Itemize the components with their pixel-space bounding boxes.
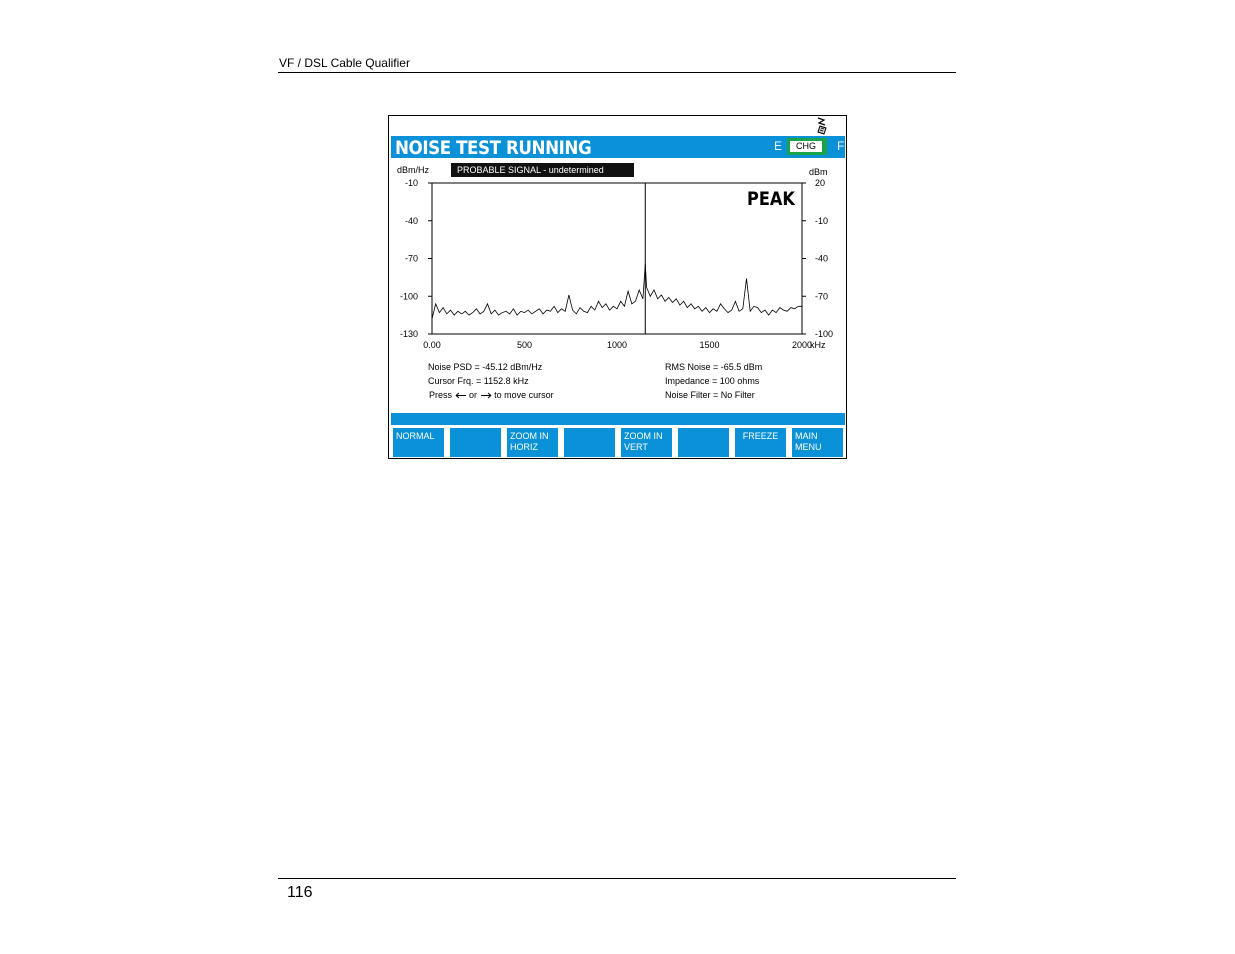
signal-banner: PROBABLE SIGNAL - undetermined <box>451 163 634 177</box>
fkey-zoom-in-horiz[interactable]: ZOOM IN HORIZ <box>507 428 558 457</box>
battery-empty-label: E <box>774 139 783 153</box>
readout-impedance: Impedance = 100 ohms <box>665 376 760 386</box>
document-header: VF / DSL Cable Qualifier <box>279 56 410 70</box>
right-axis-unit: dBm <box>809 167 828 177</box>
battery-full-label: F <box>837 139 845 153</box>
fkey-blank-2[interactable] <box>450 428 501 457</box>
battery-charge-label: CHG <box>790 141 822 152</box>
readout-noise-filter: Noise Filter = No Filter <box>665 390 755 400</box>
readout-press-hint <box>429 390 554 401</box>
fkey-blank-4[interactable] <box>564 428 615 457</box>
fkey-freeze[interactable]: FREEZE <box>735 428 786 457</box>
x-tick-label: 2000 <box>791 340 813 350</box>
status-bar <box>391 413 845 425</box>
y-tick-label: -100 <box>399 291 418 302</box>
y-tick-label: -40 <box>404 215 418 226</box>
y2-tick-label: 20 <box>815 178 826 188</box>
noise-psd-chart <box>389 116 846 366</box>
arrow-right-icon <box>480 392 492 399</box>
left-axis-unit: dBm/Hz <box>397 165 430 175</box>
x-tick-label: 0.00 <box>423 340 441 350</box>
fkey-blank-6[interactable] <box>678 428 729 457</box>
fkey-main-menu[interactable]: MAIN MENU <box>792 428 843 457</box>
y2-tick-label: -100 <box>815 329 834 339</box>
x-tick-label: 1000 <box>606 340 628 350</box>
footer-rule <box>278 878 956 879</box>
press-hint-prefix: Press <box>429 390 453 400</box>
y2-tick-label: -10 <box>815 215 829 226</box>
x-tick-label: 1500 <box>699 340 720 350</box>
screen-title: NOISE TEST RUNNING <box>395 137 592 159</box>
y2-tick-label: -70 <box>815 291 829 302</box>
header-rule <box>278 72 956 73</box>
fkey-normal[interactable]: NORMAL <box>393 428 444 457</box>
x-axis-unit: kHz <box>810 340 826 350</box>
readout-noise-psd: Noise PSD = -45.12 dBm/Hz <box>428 362 543 372</box>
readout-rms-noise: RMS Noise = -65.5 dBm <box>665 362 763 372</box>
arrow-left-icon <box>455 392 467 399</box>
press-hint-or: or <box>469 390 478 400</box>
y-tick-label: -130 <box>399 329 418 339</box>
y-tick-label: -10 <box>404 178 418 188</box>
fkey-zoom-in-vert[interactable]: ZOOM IN VERT <box>621 428 672 457</box>
press-hint-suffix: to move cursor <box>494 390 554 400</box>
readout-cursor-frequency: Cursor Frq. = 1152.8 kHz <box>428 376 529 386</box>
page-number: 116 <box>287 884 313 901</box>
peak-mode-label: PEAK <box>747 188 795 210</box>
y2-tick-label: -40 <box>815 253 829 264</box>
x-tick-label: 500 <box>516 340 533 350</box>
y-tick-label: -70 <box>404 253 418 264</box>
instrument-screen <box>388 115 847 459</box>
